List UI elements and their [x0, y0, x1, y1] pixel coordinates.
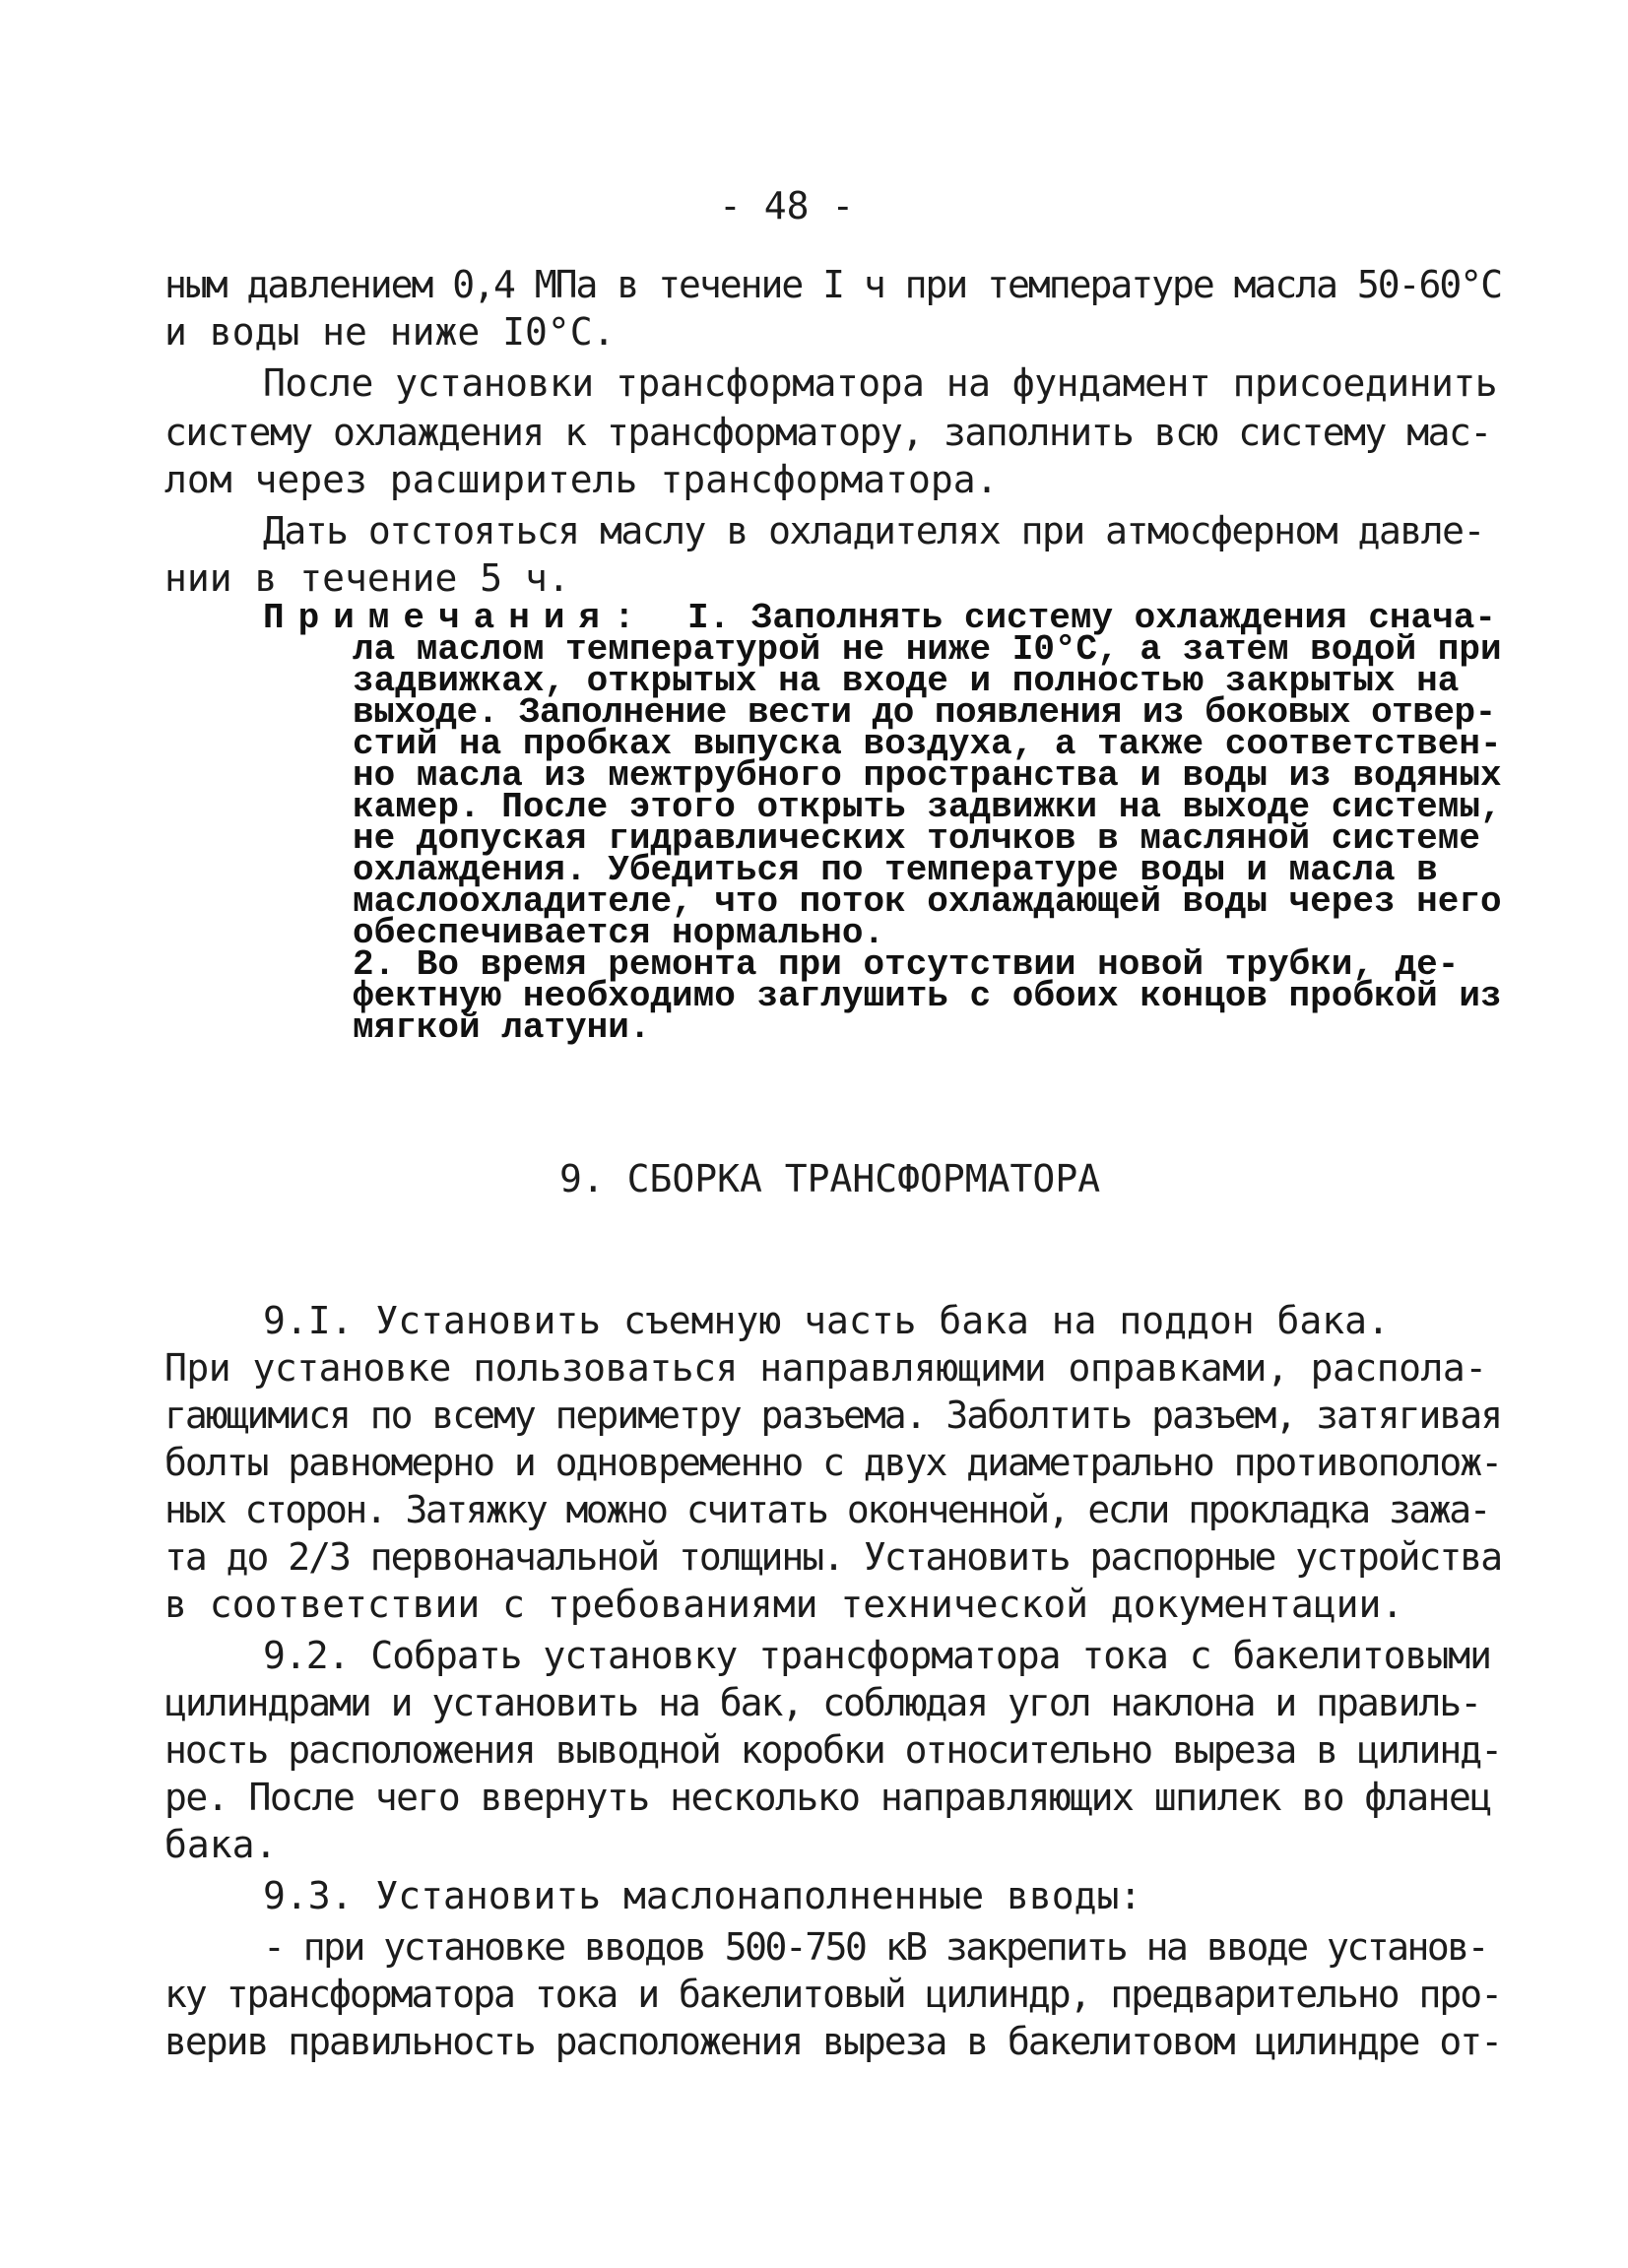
text-line: и воды не ниже I0°С.: [164, 310, 616, 354]
page-number: - 48 -: [719, 184, 855, 227]
text-line: После установки трансформатора на фундамент присоединить: [263, 361, 1498, 405]
text-line: цилиндрами и установить на бак, соблюдая угол наклона и правиль-: [164, 1681, 1481, 1724]
note-line: I. Заполнять систему охлаждения снача-: [687, 598, 1496, 638]
note-line: ла маслом температурой не ниже I0°С, а затем водой при: [353, 629, 1502, 670]
text-line: ность расположения выводной коробки относительно выреза в цилинд-: [164, 1728, 1502, 1772]
text-line: верив правильность расположения выреза в бакелитовом цилиндре от-: [164, 2020, 1502, 2063]
text-line: ре. После чего ввернуть несколько направляющих шпилек во фланец: [164, 1776, 1491, 1819]
note-line: стий на пробках выпуска воздуха, а также соответствен-: [353, 724, 1502, 764]
text-line: систему охлаждения к трансформатору, заполнить всю систему мас-: [164, 411, 1491, 454]
text-line: лом через расширитель трансформатора.: [164, 458, 999, 501]
text-line: нии в течение 5 ч.: [164, 556, 570, 600]
text-line: При установке пользоваться направляющими оправками, распола-: [164, 1346, 1487, 1390]
text-line: 9.I. Установить съемную часть бака на поддон бака.: [263, 1299, 1390, 1342]
note-line: обеспечивается нормально.: [353, 913, 885, 953]
section-title: 9. СБОРКА ТРАНСФОРМАТОРА: [559, 1157, 1101, 1200]
note-line: камер. После этого открыть задвижки на выходе системы,: [353, 787, 1502, 827]
text-line: 9.3. Установить маслонаполненные вводы:: [263, 1874, 1142, 1917]
text-line: та до 2/3 первоначальной толщины. Установить распорные устройства: [164, 1535, 1502, 1579]
text-line: 9.2. Собрать установку трансформатора тока с бакелитовыми: [263, 1634, 1492, 1677]
text-line: - при установке вводов 500-750 кВ закрепить на вводе установ-: [263, 1925, 1488, 1969]
note-line: но масла из межтрубного пространства и воды из водяных: [353, 755, 1502, 796]
note-line: выходе. Заполнение вести до появления из боковых отвер-: [353, 692, 1496, 733]
text-line: ных сторон. Затяжку можно считать оконченной, если прокладка зажа-: [164, 1488, 1489, 1531]
note-line: охлаждения. Убедиться по температуре воды и масла в: [353, 850, 1438, 890]
text-line: гающимися по всему периметру разъема. Заболтить разъем, затягивая: [164, 1393, 1502, 1437]
note-line: задвижках, открытых на входе и полностью закрытых на: [353, 661, 1460, 701]
note-line: мягкой латуни.: [353, 1007, 651, 1048]
note-line: фектную необходимо заглушить с обоих концов пробкой из: [353, 976, 1502, 1016]
text-line: Дать отстояться маслу в охладителях при атмосферном давле-: [263, 509, 1484, 552]
text-line: ным давлением 0,4 МПа в течение I ч при температуре масла 50-60°С: [164, 263, 1502, 306]
note-line: 2. Во время ремонта при отсутствии новой трубки, де-: [353, 944, 1460, 985]
note-line: маслоохладителе, что поток охлаждающей воды через него: [353, 881, 1502, 922]
note-line: не допуская гидравлических толчков в масляной системе: [353, 818, 1480, 859]
text-line: болты равномерно и одновременно с двух диаметрально противополож-: [164, 1441, 1502, 1484]
text-line: бака.: [164, 1823, 278, 1866]
note-label: Примечания:: [263, 598, 649, 638]
text-line: в соответствии с требованиями технической документации.: [164, 1583, 1404, 1626]
text-line: ку трансформатора тока и бакелитовый цилиндр, предварительно про-: [164, 1973, 1502, 2016]
